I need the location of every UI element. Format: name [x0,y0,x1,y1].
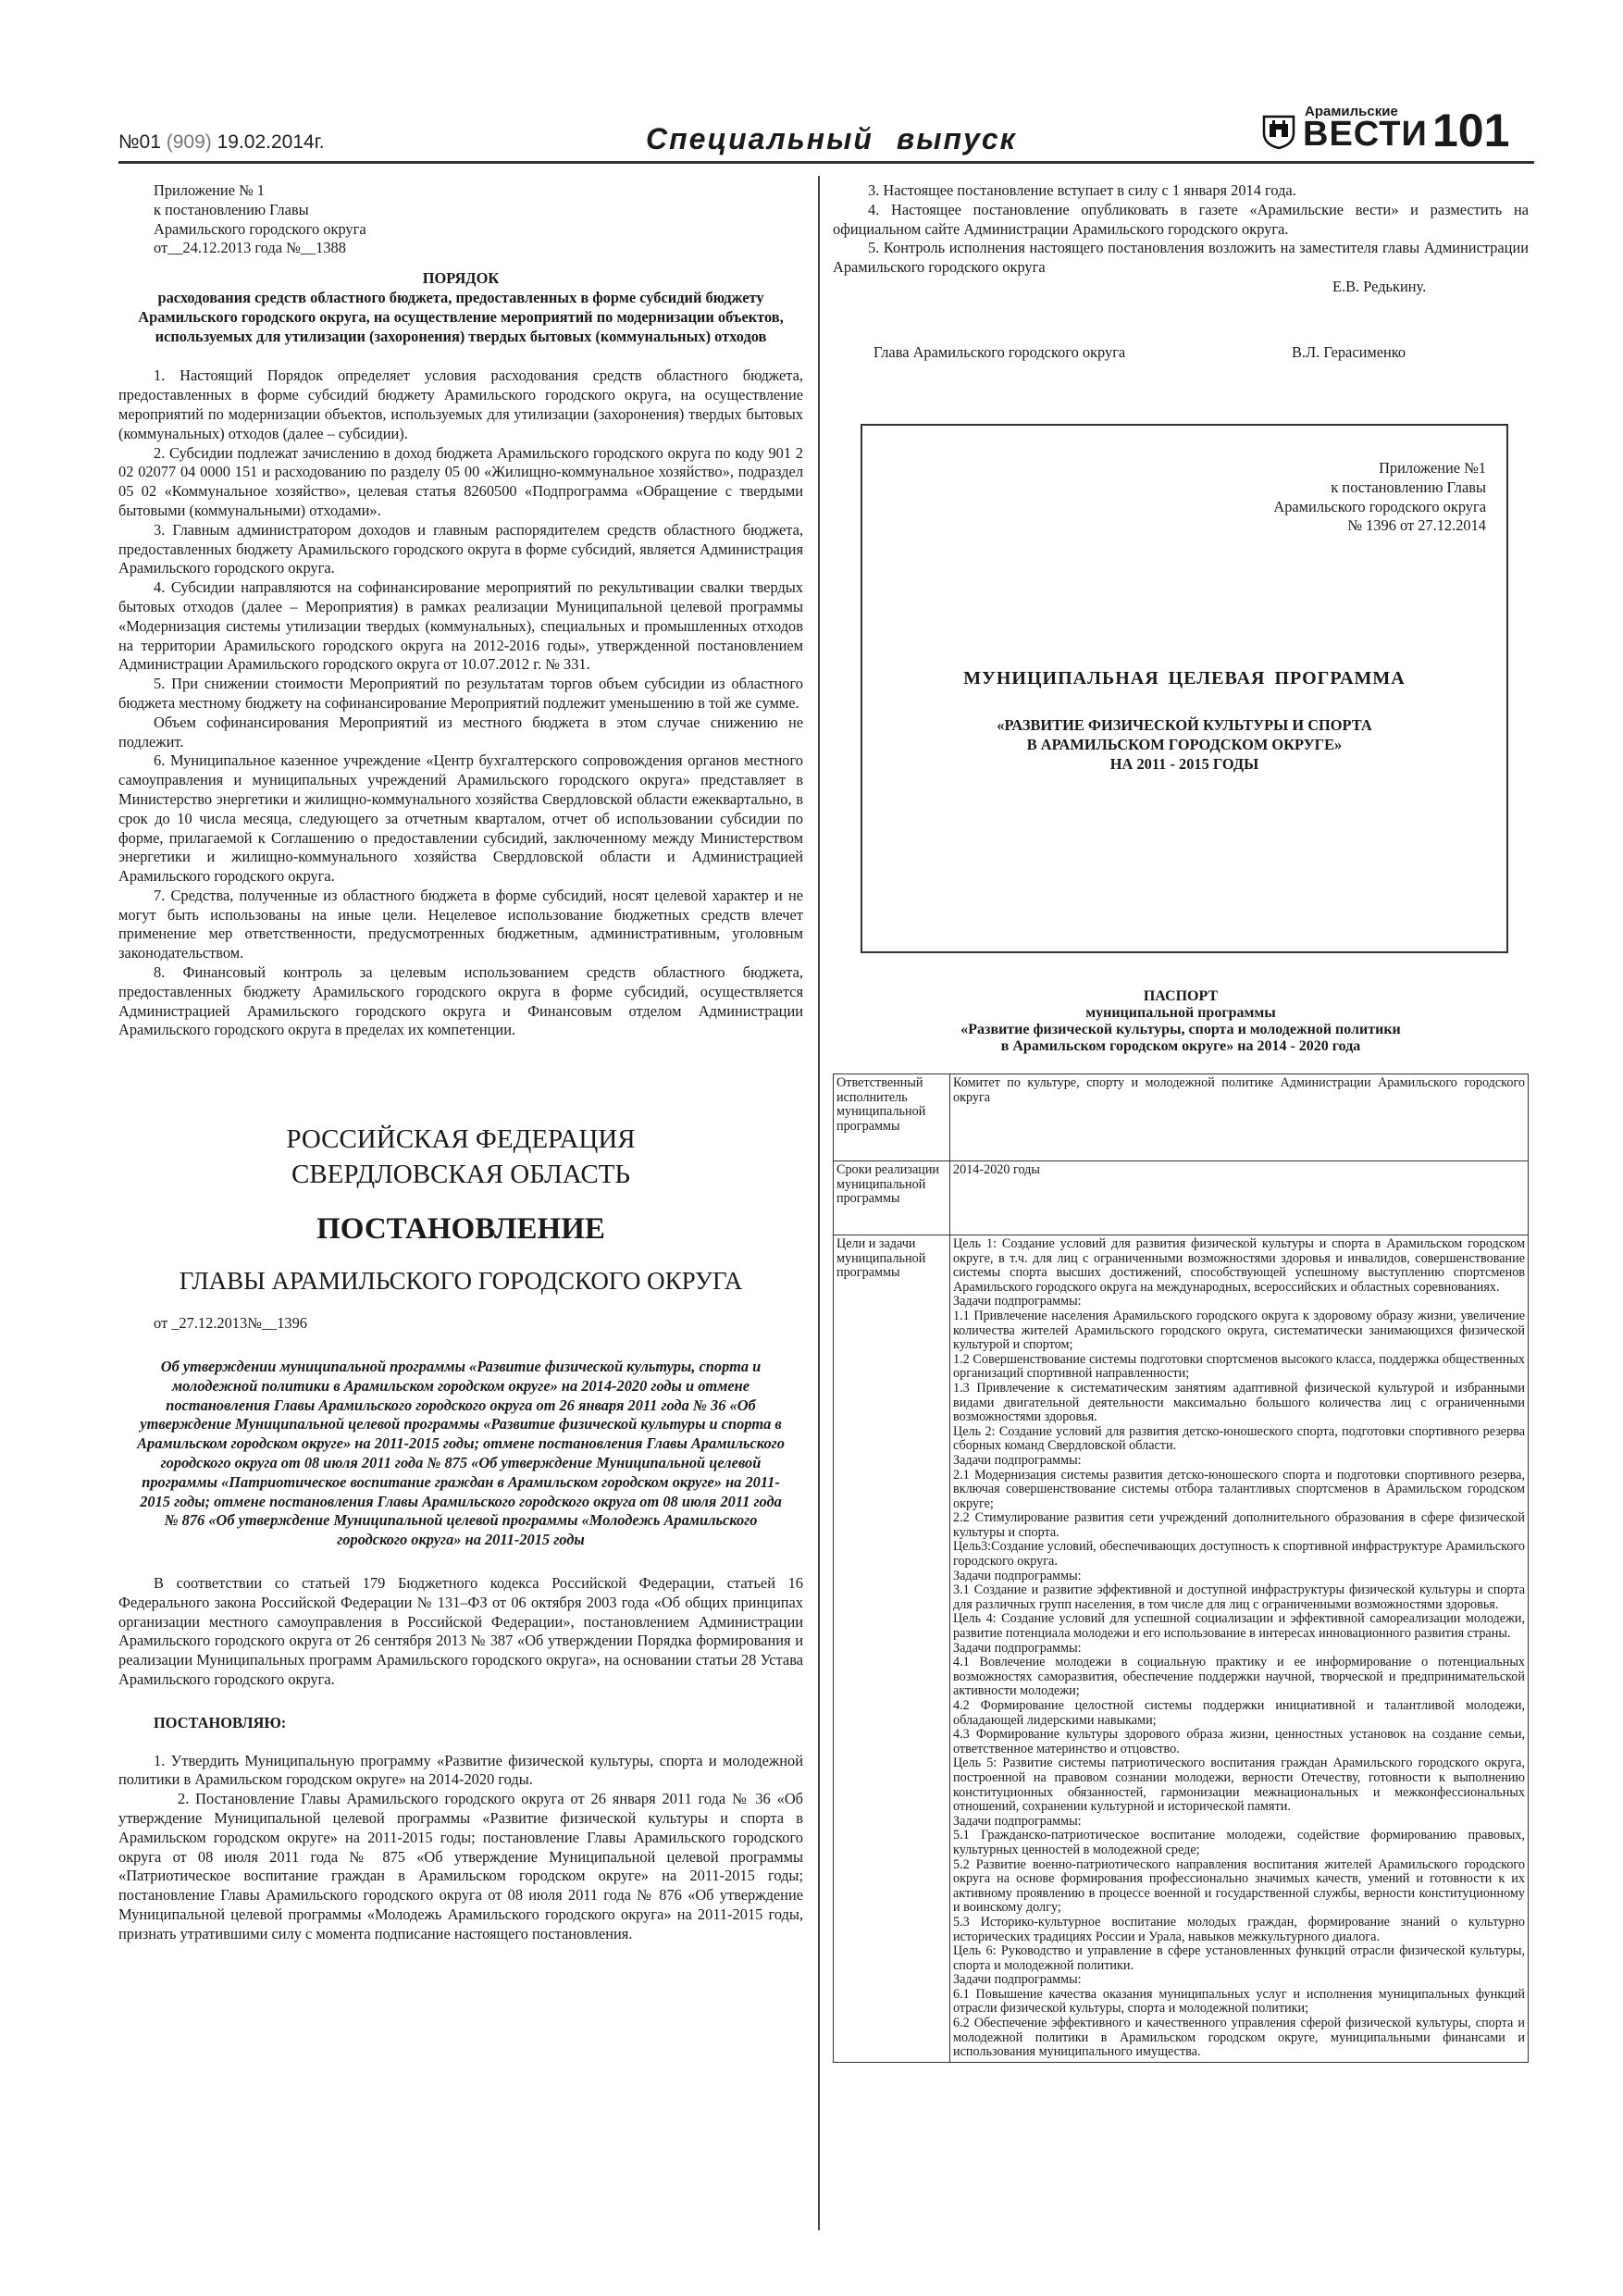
paragraph: 7. Средства, полученные из областного бюджета в форме субсидий, носят целевой характер и не могут быть использованы на иные цели. Нецелевое использование бюджетных средств влечет применение мер ответственности, предусмотренных бюджетным, административным, уголовным законодательством. [118,886,803,962]
order-title: ПОРЯДОК [422,269,500,288]
logo-big-text: ВЕСТИ [1303,115,1428,154]
paragraph: 8. Финансовый контроль за целевым использованием средств областного бюджета, предоставленных бюджету Арамильского городского округа в форме субсидий, осуществляется Администрацией Арамильского городского округа и Финансовым отделом Администрации Арамильского городского округа в пределах их компетенции. [118,963,803,1039]
left-column [118,181,803,1944]
passport-title-line: ПАСПОРТ [1143,988,1219,1004]
goal-line: Цель 4: Создание условий для успешной социализации и эффективной самореализации молодежи, развитие потенциала молодежи и его использование в интересах инновационного развития страны. [953,1611,1525,1642]
goal-line: 6.1 Повышение качества оказания муниципальных услуг и исполнения муниципальных функций отрасли физической культуры, спорта и молодежной политики; [953,1986,1525,2017]
deputy-name: Е.В. Редькину. [1332,277,1427,295]
goal-line: 4.3 Формирование культуры здорового образа жизни, ценностных установок на создание семьи, ответственное материнство и отцовство. [953,1727,1525,1756]
goal-line: Задачи подпрограммы: [953,1813,1082,1829]
right-column [833,181,1529,364]
goal-line: Цель 1: Создание условий для развития физической культуры и спорта в Арамильском городском округе, в т.ч. для лиц с ограниченными возможностями здоровья и инвалидов, совершенствование системы спорта высших достижений, способствующей успешному выступлению спортсменов Арамильского городского округа на международных, всероссийских и областных соревнованиях. [953,1236,1525,1295]
appendix-line: к постановлению Главы [1331,478,1486,496]
goal-line: 1.1 Привлечение населения Арамильского городского округа к здоровому образу жизни, увеличение количества жителей Арамильского городского округа, систематически занимающихся физической культурой и спортом; [953,1308,1525,1353]
paragraph: 4. Субсидии направляются на софинансирование мероприятий по рекультивации свалки твердых бытовых отходов (далее – Мероприятия) в рамках реализации Муниципальной целевой программы «Модернизация системы утилизации твердых (коммунальных), специальных и промышленных отходов на территории Арамильского городского округа на 2012-2016 годы», утвержденной постановлением Администрации Арамильского городского округа от 10.07.2012 г. № 331. [118,578,803,674]
decree-date: от _27.12.2013№__1396 [154,1314,308,1333]
table-cell-label: Цели и задачи муниципальной программы [834,1235,950,2063]
preamble: В соответствии со статьей 179 Бюджетного кодекса Российской Федерации, статьей 16 Федерального закона Российской Федерации № 131–ФЗ от 06 октября 2003 года «Об общих принципах организации местного самоуправления в Российской Федерации», постановлением Администрации Арамильского городского округа от 26 сентября 2013 № 387 «Об утверждении Порядка формирования и реализации Муниципальных программ Арамильского городского округа», на основании статьи 28 Устава Арамильского городского округа. [118,1574,803,1689]
goal-line: 5.2 Развитие военно-патриотического направления воспитания жителей Арамильского городского округа на основе формирования профессионально значимых качеств, умений и готовности к их активному проявлению в процессе военной и государственной службы, верности конституционному и воинскому долгу; [953,1856,1525,1916]
passport-title-line: в Арамильском городском округе» на 2014 - 2020 года [1000,1038,1361,1054]
paragraph: Объем софинансирования Мероприятий из местного бюджета в этом случае снижению не подлежит. [118,713,803,751]
goal-line: 4.2 Формирование целостной системы поддержки инициативной и талантливой молодежи, обладающей лидерскими навыками; [953,1698,1525,1728]
passport-title [833,988,1529,1055]
paragraph: 3. Главным администратором доходов и главным распорядителем средств областного бюджета, предоставленных бюджету Арамильского городского округа в форме субсидий, является Администрация Арамильского городского округа. [118,520,803,577]
page-number: 101 [1432,105,1510,156]
box-subtitle-line: «РАЗВИТИЕ ФИЗИЧЕСКОЙ КУЛЬТУРЫ И СПОРТА [997,716,1372,734]
decree-heading-title: ПОСТАНОВЛЕНИЕ [316,1212,605,1247]
appendix-line: от__24.12.2013 года №__1388 [154,239,346,257]
newspaper-logo [1258,104,1428,155]
box-subtitle-line: НА 2011 - 2015 ГОДЫ [1109,754,1259,773]
page-header [118,104,1534,161]
appendix-block [154,181,803,258]
paragraph: 2. Субсидии подлежат зачислению в доход бюджета Арамильского городского округа по коду 901 2 02 02077 04 0000 151 и расходованию по разделу 05 00 «Жилищно-коммунальное хозяйство», подраздел 05 02 «Коммунальное хозяйство», целевая статья 8260500 «Подпрограмма «Обращение с твердыми бытовыми (коммунальными) отходами». [118,443,803,519]
appendix-line: Арамильского городского округа [154,219,366,238]
goal-line: Задачи подпрограммы: [953,1568,1082,1583]
goal-line: Задачи подпрограммы: [953,1972,1082,1988]
goal-line: 6.2 Обеспечение эффективного и качественного управления сферой физической культуры, спорта и молодежной политики в Арамильском городском округе, муниципальными финансами и использования муниципального имущества. [953,2016,1525,2060]
head-heading: ГЛАВЫ АРАМИЛЬСКОГО ГОРОДСКОГО ОКРУГА [179,1267,743,1296]
goal-line: Задачи подпрограммы: [953,1294,1082,1309]
table-row [834,1235,1529,2063]
city-emblem-icon [1260,113,1297,150]
decree-heading [118,1122,803,1297]
resolve-item: 5. Контроль исполнения настоящего постановления возложить на заместителя главы Администрации Арамильского городского округа [833,239,1529,277]
logo-small-text: Арамильские [1305,104,1398,119]
passport-title-line: «Развитие физической культуры, спорта и молодежной политики [960,1022,1401,1037]
box-title: МУНИЦИПАЛЬНАЯ ЦЕЛЕВАЯ ПРОГРАММА [963,668,1406,689]
appendix-line: Приложение № 1 [154,181,266,199]
resolve-heading: ПОСТАНОВЛЯЮ: [154,1713,287,1731]
passport-section [833,988,1529,2063]
passport-title-line: муниципальной программы [1085,1005,1276,1021]
issue-date: 19.02.2014г. [217,131,325,153]
goal-line: Задачи подпрограммы: [953,1640,1082,1656]
box-subtitle [862,716,1506,774]
box-appendix [1273,459,1486,536]
issue-total: (909) [166,131,212,153]
goal-line: Задачи подпрограммы: [953,1452,1082,1468]
goal-line: 4.1 Вовлечение молодежи в социальную практику и ее информирование о потенциальных возможностях саморазвития, обеспечение поддержки научной, творческой и предпринимательской активности молодежи; [953,1655,1525,1699]
goal-line: Цель3:Создание условий, обеспечивающих доступность к спортивной инфраструктуре Арамильского городского округа. [953,1539,1525,1570]
region-heading: СВЕРДЛОВСКАЯ ОБЛАСТЬ [291,1160,631,1190]
goal-line: 2.2 Стимулирование развития сети учреждений дополнительного образования в сфере физической культуры и спорта. [953,1510,1525,1540]
appendix-line: Арамильского городского округа [1273,497,1486,515]
head-name: В.Л. Герасименко [1292,342,1406,361]
goal-line: Цель 5: Развитие системы патриотического воспитания граждан Арамильского городского округа, построенной на правовом сознании молодежи, верности Отечеству, готовности к выполнению конституционных обязанностей, гармонизации межнациональных и межконфессиональных отношений, сохранении культурной и исторической памяти. [953,1756,1525,1815]
signature-line [833,343,1529,364]
goal-line: 5.1 Гражданско-патриотическое воспитание молодежи, содействие формированию правовых, культурных ценностей в молодежной среде; [953,1828,1525,1857]
decree-title: Об утверждении муниципальной программы «Развитие физической культуры, спорта и молодежной политики в Арамильском городском округе» на 2014-2020 годы и отмене постановления Главы Арамильского городского округа от 26 января 2011 года № 36 «Об утверждение Муниципальной целевой программы «Развитие физической культуры и спорта в Арамильском городском округе» на 2011-2015 годы; отмене постановления Главы Арамильского городского округа от 08 июля 2011 года № 875 «Об утверждение Муниципальной целевой программы «Патриотическое воспитание граждан в Арамильском городском округе» на 2011-2015 годы; отмене постановления Главы Арамильского городского округа от 08 июля 2011 года № 876 «Об утверждение Муниципальной целевой программы «Молодежь Арамильского городского округа» на 2011-2015 годы [137,1358,785,1549]
section-title: Специальный выпуск [646,122,1017,155]
appendix-line: № 1396 от 27.12.2014 [1347,516,1486,535]
goal-line: 1.2 Совершенствование системы подготовки спортсменов высокого класса, поддержка общественных организаций спортивной направленности; [953,1351,1525,1382]
box-subtitle-line: В АРАМИЛЬСКОМ ГОРОДСКОМ ОКРУГЕ» [1026,735,1343,753]
passport-table [833,1074,1529,2063]
goal-line: 2.1 Модернизация системы развития детско-юношеского спорта и подготовки спортивного резерва, включая совершенствование системы отбора талантливых спортсменов в Арамильском городском округе; [953,1467,1525,1511]
paragraph: 5. При снижении стоимости Мероприятий по результатам торгов объем субсидии из областного бюджета местному бюджету на софинансирование Мероприятий подлежит уменьшению в той же сумме. [118,675,803,712]
issue-info [118,131,325,154]
table-cell-value [950,1235,1529,2063]
table-cell-value: Комитет по культуре, спорту и молодежной политике Администрации Арамильского городского округа [950,1074,1529,1161]
appendix-line: к постановлению Главы [154,200,309,218]
order-paragraphs [118,366,803,1040]
table-cell-value: 2014-2020 годы [950,1161,1529,1235]
appendix-line: Приложение №1 [1379,459,1486,477]
resolve-item: 2. Постановление Главы Арамильского городского округа от 26 января 2011 года № 36 «Об утверждение Муниципальной целевой программы «Развитие физической культуры и спорта в Арамильском городском округе» на 2011-2015 годы; постановление Главы Арамильского городского округа от 08 июля 2011 года № 875 «Об утверждение Муниципальной целевой программы «Патриотическое воспитание граждан в Арамильском городском округе» на 2011-2015 годы; постановление Главы Арамильского городского округа от 08 июля 2011 года № 876 «Об утверждение Муниципальной целевой программы «Молодежь Арамильского городского округа» на 2011-2015 годы, признать утратившими силу с момента подписание настоящего постановления. [118,1790,803,1942]
paragraph: 6. Муниципальное казенное учреждение «Центр бухгалтерского сопровождения органов местного самоуправления и муниципальных учреждений Арамильского городского округа» представляет в Министерство энергетики и жилищно-коммунального хозяйства Свердловской области ежеквартально, в срок до 10 числа месяца, следующего за отчетным кварталом, отчет об использовании субсидии по форме, прилагаемой к Соглашению о предоставлении субсидий, заключенному между Министерством энергетики и жилищно-коммунального хозяйства Свердловской области и Администрацией Арамильского городского округа. [118,751,803,886]
resolve-item: 3. Настоящее постановление вступает в силу с 1 января 2014 года. [868,181,1296,199]
order-subtitle: расходования средств областного бюджета, предоставленных в форме субсидий бюджету Арамильского городского округа, на осуществление мероприятий по модернизации объектов, используемых для утилизации (захоронения) твердых бытовых (коммунальных) отходов [138,288,784,345]
country-heading: РОССИЙСКАЯ ФЕДЕРАЦИЯ [286,1124,636,1155]
goal-line: 1.3 Привлечение к систематическим занятиям адаптивной физической культурой и избранными видами двигательной деятельности максимально большого количества лиц с ограниченными возможностями здоровья. [953,1380,1525,1425]
paragraph: 1. Настоящий Порядок определяет условия расходования средств областного бюджета, предоставленных в форме субсидий бюджету Арамильского городского округа, на осуществление мероприятий по модернизации объектов, используемых для утилизации (захоронения) твердых бытовых (коммунальных) отходов (далее – субсидии). [118,366,803,442]
goal-line: 3.1 Создание и развитие эффективной и доступной инфраструктуры физической культуры и спорта для различных групп населения, в том числе для лиц с ограниченными возможностями здоровья. [953,1582,1525,1612]
column-divider [818,176,820,2230]
goal-line: 5.3 Историко-культурное воспитание молодых граждан, формирование знаний о культурно исторических традициях России и Урала, навыков межкультурного диалога. [953,1914,1525,1944]
program-cover-box [861,424,1508,953]
goal-line: Цель 6: Руководство и управление в сфере установленных функций отрасли физической культуры, спорта и молодежной политики. [953,1943,1525,1973]
resolve-item: 1. Утвердить Муниципальную программу «Развитие физической культуры, спорта и молодежной политики в Арамильском городском округе» на 2014-2020 годы. [118,1751,803,1789]
table-row [834,1074,1529,1161]
header-rule [118,161,1534,164]
issue-number: №01 [118,131,161,153]
goal-line: Цель 2: Создание условий для развития детско-юношеского спорта, подготовки спортивного резерва сборных команд Свердловской области. [953,1423,1525,1454]
table-cell-label: Ответственный исполнитель муниципальной программы [834,1074,950,1161]
head-label: Глава Арамильского городского округа [873,342,1126,361]
table-cell-label: Сроки реализации муниципальной программы [834,1161,950,1235]
table-row [834,1161,1529,1235]
resolve-item: 4. Настоящее постановление опубликовать в газете «Арамильские вести» и разместить на официальном сайте Администрации Арамильского городского округа. [833,200,1529,238]
